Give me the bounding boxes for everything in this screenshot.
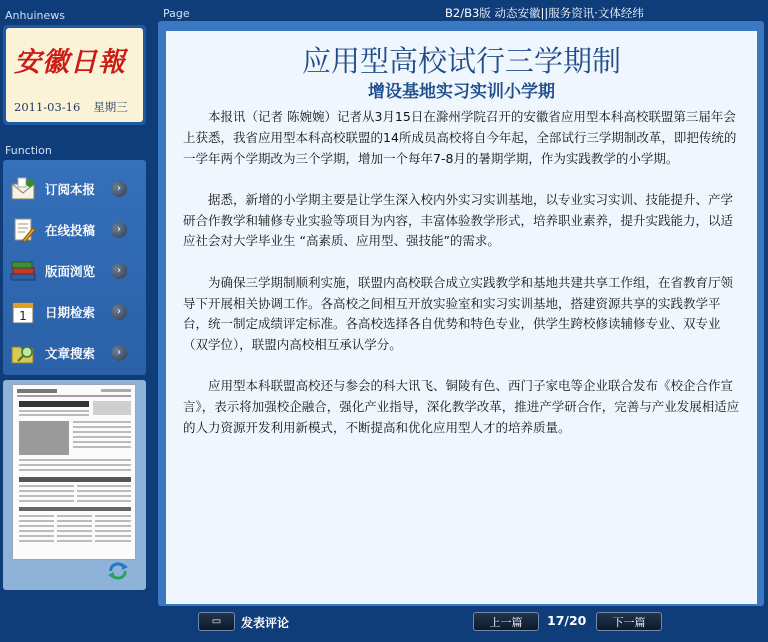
chevron-right-icon: ›: [111, 304, 127, 320]
comment-icon: ▭: [211, 616, 222, 627]
function-item-date-search[interactable]: [9, 294, 137, 330]
page-thumbnail[interactable]: [12, 384, 136, 560]
search-folder-icon: [9, 339, 37, 367]
prev-article-button[interactable]: 上一篇: [473, 612, 539, 631]
article-paragraph: 据悉，新增的小学期主要是让学生深入校内外实习实训基地，以专业实习实训、技能提升、产学研合作教学和辅修专业实验等项目为内容，丰富体验教学形式，培养职业素养，提升实践能力，以适应社会对大学毕业生 “高素质、应用型、强技能”的需求。: [183, 191, 734, 249]
article-paragraph: 为确保三学期制顺利实施，联盟内高校联合成立实践教学和基地共建共享工作组，在省教育厅领导下开展相关协调工作。各高校之间相互开放实验室和实习实训基地，搭建资源共享的实践教学平台，统一制定成绩评定标准。各高校选择各自优势和特色专业，供学生跨校修读辅修专业、双专业（双学位），联盟内高校相互承认学分。: [183, 274, 734, 353]
footer-bar: [158, 606, 768, 642]
article-paragraph: 本报讯（记者 陈婉婉）记者从3月15日在滁州学院召开的安徽省应用型本科高校联盟第三届年会上获悉，我省应用型本科高校联盟的14所成员高校将自今年起，全部试行三学期制改革，即把传统的一学年两个学期改为三个学期，增加一个每年7-8月的暑期学期，作为实践教学的小学期。: [183, 109, 737, 166]
function-item-article-search[interactable]: [9, 335, 137, 371]
envelope-icon: [9, 175, 37, 203]
issue-weekday: 星期三: [93, 100, 128, 114]
function-item-submit[interactable]: [9, 212, 137, 248]
page-thumbnail-panel: [3, 380, 146, 590]
chevron-right-icon: ›: [111, 345, 127, 361]
submit-doc-icon: [9, 216, 37, 244]
function-item-browse[interactable]: [9, 253, 137, 289]
site-name: Anhuinews: [5, 9, 65, 22]
page-label: Page: [163, 7, 190, 20]
comment-button[interactable]: [198, 612, 235, 631]
function-label: 订阅本报: [45, 182, 96, 197]
function-title: Function: [5, 144, 52, 157]
chevron-right-icon: ›: [111, 222, 127, 238]
issue-date: 2011-03-16: [14, 100, 81, 114]
page-indicator: 17/20: [547, 613, 587, 628]
next-article-button[interactable]: 下一篇: [596, 612, 662, 631]
books-icon: [9, 257, 37, 285]
chevron-right-icon: ›: [111, 181, 127, 197]
function-menu: [3, 160, 146, 375]
chevron-right-icon: ›: [111, 263, 127, 279]
article-body: [166, 103, 757, 439]
newspaper-logo[interactable]: 安徽日報: [14, 47, 126, 78]
calendar-icon: [9, 298, 37, 326]
article-title: 应用型高校试行三学期制: [301, 44, 621, 78]
article-paragraph: 应用型本科联盟高校还与参会的科大讯飞、铜陵有色、西门子家电等企业联合发布《校企合作宣言》，表示将加强校企融合，强化产业指导，深化教学改革，推进产学研合作，完善与产业发展相适应的人力资源开发利用新模式，不断提高和优化应用型人才的培养质量。: [183, 378, 740, 436]
comment-label[interactable]: 发表评论: [241, 616, 290, 630]
refresh-icon[interactable]: [107, 562, 129, 580]
function-label: 文章搜索: [45, 346, 96, 361]
svg-text:1: 1: [19, 309, 27, 323]
function-label: 在线投稿: [45, 223, 96, 238]
function-label: 版面浏览: [45, 264, 96, 279]
function-item-subscribe[interactable]: [9, 171, 137, 207]
section-info: B2/B3版 动态安徽||服务资讯·文体经纬: [445, 6, 644, 20]
article-content: [166, 31, 757, 604]
masthead-panel: [3, 25, 146, 125]
issue-date-row: [14, 99, 128, 115]
function-label: 日期检索: [45, 305, 96, 320]
article-subtitle: 增设基地实习实训小学期: [368, 82, 555, 102]
